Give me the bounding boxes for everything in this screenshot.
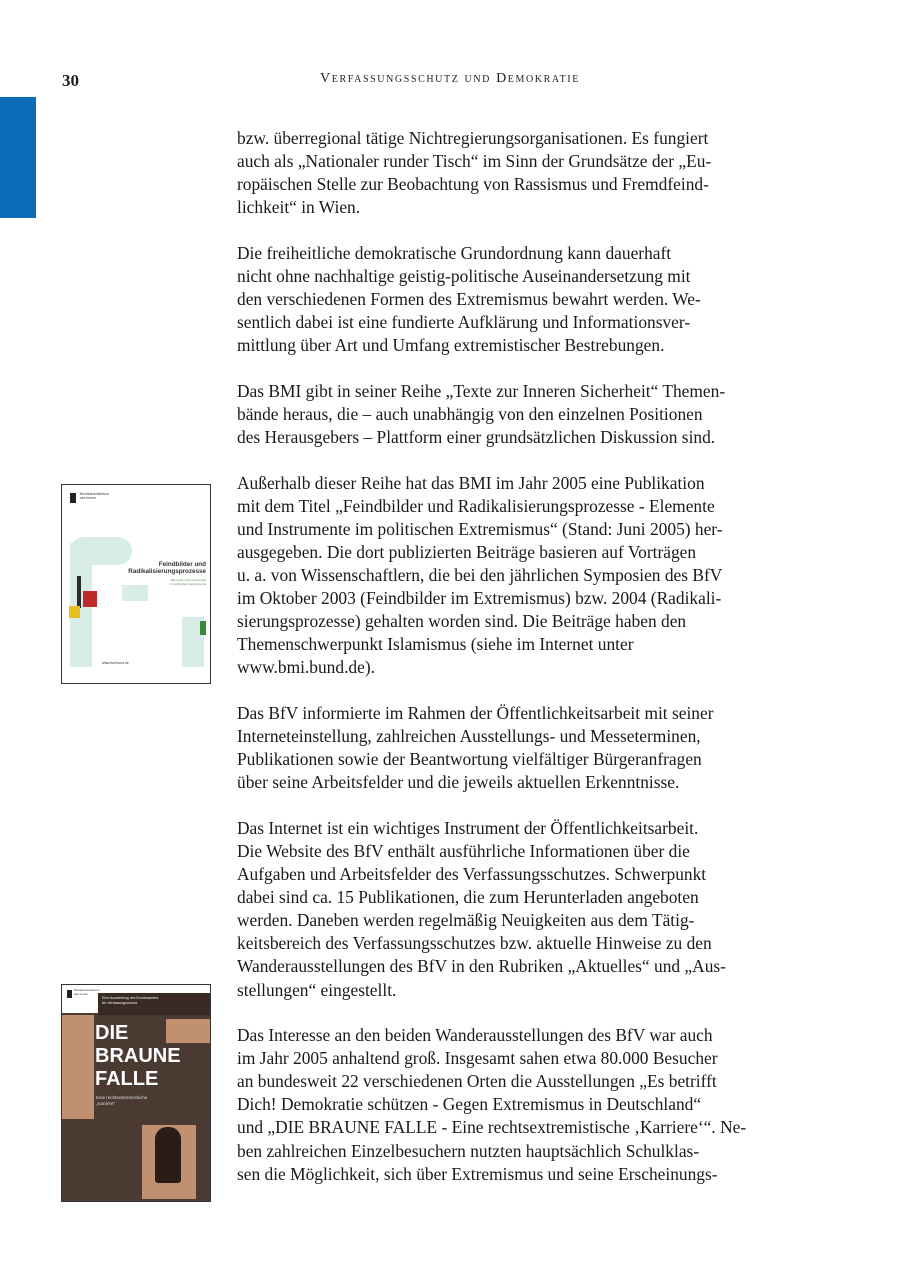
text-line: www.bmi.bund.de).	[237, 657, 375, 678]
text-line: und Instrumente im politischen Extremismus“ (Stand: Juni 2005) her-	[237, 518, 723, 539]
text-line: Das BfV informierte im Rahmen der Öffentlichkeitsarbeit mit seiner	[237, 702, 714, 723]
text-line: werden. Daneben werden regelmäßig Neuigkeiten aus dem Tätig-	[237, 910, 695, 931]
text-line: mit dem Titel „Feindbilder und Radikalisierungsprozesse - Elemente	[237, 495, 715, 516]
federal-eagle-icon	[70, 493, 76, 503]
text-line: mittlung über Art und Umfang extremistischer Bestrebungen.	[237, 335, 665, 356]
text-line: Das Internet ist ein wichtiges Instrument der Öffentlichkeitsarbeit.	[237, 817, 699, 838]
paragraph	[237, 380, 812, 449]
cover-url: www.bmi.bund.de	[102, 661, 129, 665]
text-line: sen die Möglichkeit, sich über Extremismus und seine Erscheinungs-	[237, 1163, 718, 1184]
publication-cover-feindbilder	[61, 484, 211, 684]
paragraph	[237, 127, 812, 219]
text-line: Wanderausstellungen des BfV in den Rubriken „Aktuelles“ und „Aus-	[237, 956, 726, 977]
text-line: ben zahlreichen Einzelbesuchern nutzten hauptsächlich Schulklas-	[237, 1140, 700, 1161]
text-line: Das BMI gibt in seiner Reihe „Texte zur Inneren Sicherheit“ Themen-	[237, 380, 726, 401]
text-line: Aufgaben und Arbeitsfelder des Verfassungsschutzes. Schwerpunkt	[237, 864, 707, 885]
running-header: Verfassungsschutz und Demokratie	[320, 71, 580, 86]
text-line: Themenschwerpunkt Islamismus (siehe im Internet unter	[237, 634, 634, 655]
cover-subtitle: Elemente und Instrumente im politischen Extremismus	[169, 578, 206, 586]
cover-mint-shape	[122, 585, 148, 601]
text-line: den verschiedenen Formen des Extremismus bewahrt werden. We-	[237, 289, 701, 310]
text-line: keitsbereich des Verfassungsschutzes bzw. aktuelle Hinweise zu den	[237, 933, 712, 954]
text-line: Die freiheitliche demokratische Grundordnung kann dauerhaft	[237, 242, 672, 263]
text-line: des Herausgebers – Plattform einer grundsätzlichen Diskussion sind.	[237, 427, 716, 448]
paragraph	[237, 472, 812, 680]
text-line: Das Interesse an den beiden Wanderausstellungen des BfV war auch	[237, 1025, 713, 1046]
chapter-side-tab	[0, 97, 36, 218]
text-line: bände heraus, die – auch unabhängig von den einzelnen Positionen	[237, 403, 703, 424]
text-line: an bundesweit 22 verschiedenen Orten die Ausstellungen „Es betrifft	[237, 1071, 717, 1092]
cover-ministry: Bundesministerium des Innern	[74, 988, 100, 996]
cover-ministry: Bundesministerium des Innern	[80, 492, 109, 500]
text-line: Die Website des BfV enthält ausführliche Informationen über die	[237, 840, 690, 861]
text-line: ropäischen Stelle zur Beobachtung von Rassismus und Fremdfeind-	[237, 174, 709, 195]
text-line: sierungsprozesse) gehalten worden sind. Die Beiträge haben den	[237, 611, 687, 632]
text-line: Außerhalb dieser Reihe hat das BMI im Jahr 2005 eine Publikation	[237, 472, 705, 493]
text-line: ausgegeben. Die dort publizierten Beiträge basieren auf Vorträgen	[237, 541, 697, 562]
text-line: Interneteinstellung, zahlreichen Ausstellungs- und Messeterminen,	[237, 726, 701, 747]
text-line: und „DIE BRAUNE FALLE - Eine rechtsextremistische ‚Karriere‘“. Ne-	[237, 1117, 747, 1138]
cover-red-square	[83, 591, 97, 607]
text-line: dabei sind ca. 15 Publikationen, die zum Herunterladen angeboten	[237, 887, 699, 908]
text-line: lichkeit“ in Wien.	[237, 197, 361, 218]
text-line: Dich! Demokratie schützen - Gegen Extremismus in Deutschland“	[237, 1094, 702, 1115]
text-line: bzw. überregional tätige Nichtregierungsorganisationen. Es fungiert	[237, 128, 709, 148]
cover-dark-bar	[77, 576, 81, 608]
text-line: Publikationen sowie der Beantwortung vielfältiger Bürgeranfragen	[237, 749, 702, 770]
page-number: 30	[62, 71, 79, 90]
cover-title: DIE BRAUNE FALLE	[95, 1022, 181, 1090]
paragraph	[237, 242, 812, 357]
silhouette-figure	[155, 1127, 181, 1183]
cover-subtitle: Eine rechtsextremistische „Karriere“	[96, 1095, 148, 1106]
cover-accent-block	[62, 1015, 94, 1119]
cover-title: Feindbilder und Radikalisierungsprozesse	[128, 561, 206, 575]
text-line: nicht ohne nachhaltige geistig-politische Auseinandersetzung mit	[237, 265, 691, 286]
text-line: sentlich dabei ist eine fundierte Aufklärung und Informationsver-	[237, 312, 691, 333]
text-line: über seine Arbeitsfelder und die jeweils aktuellen Erkenntnisse.	[237, 772, 680, 793]
cover-series: Eine Ausstellung des Bundesamtes für Verfassungsschutz	[102, 996, 159, 1005]
text-line: im Jahr 2005 anhaltend groß. Insgesamt sahen etwa 80.000 Besucher	[237, 1048, 718, 1069]
text-line: u. a. von Wissenschaftlern, die bei den jährlichen Symposien des BfV	[237, 565, 723, 585]
text-line: im Oktober 2003 (Feindbilder im Extremismus) bzw. 2004 (Radikali-	[237, 588, 722, 609]
paragraph	[237, 817, 812, 1002]
text-line: stellungen“ eingestellt.	[237, 979, 397, 1000]
publication-cover-braune-falle	[61, 984, 211, 1202]
paragraph	[237, 1024, 812, 1186]
body-text	[237, 127, 812, 1208]
paragraph	[237, 702, 812, 794]
cover-green-bar	[200, 621, 206, 635]
cover-yellow-square	[69, 606, 80, 618]
text-line: auch als „Nationaler runder Tisch“ im Sinn der Grundsätze der „Eu-	[237, 151, 712, 172]
federal-eagle-icon	[67, 990, 72, 998]
